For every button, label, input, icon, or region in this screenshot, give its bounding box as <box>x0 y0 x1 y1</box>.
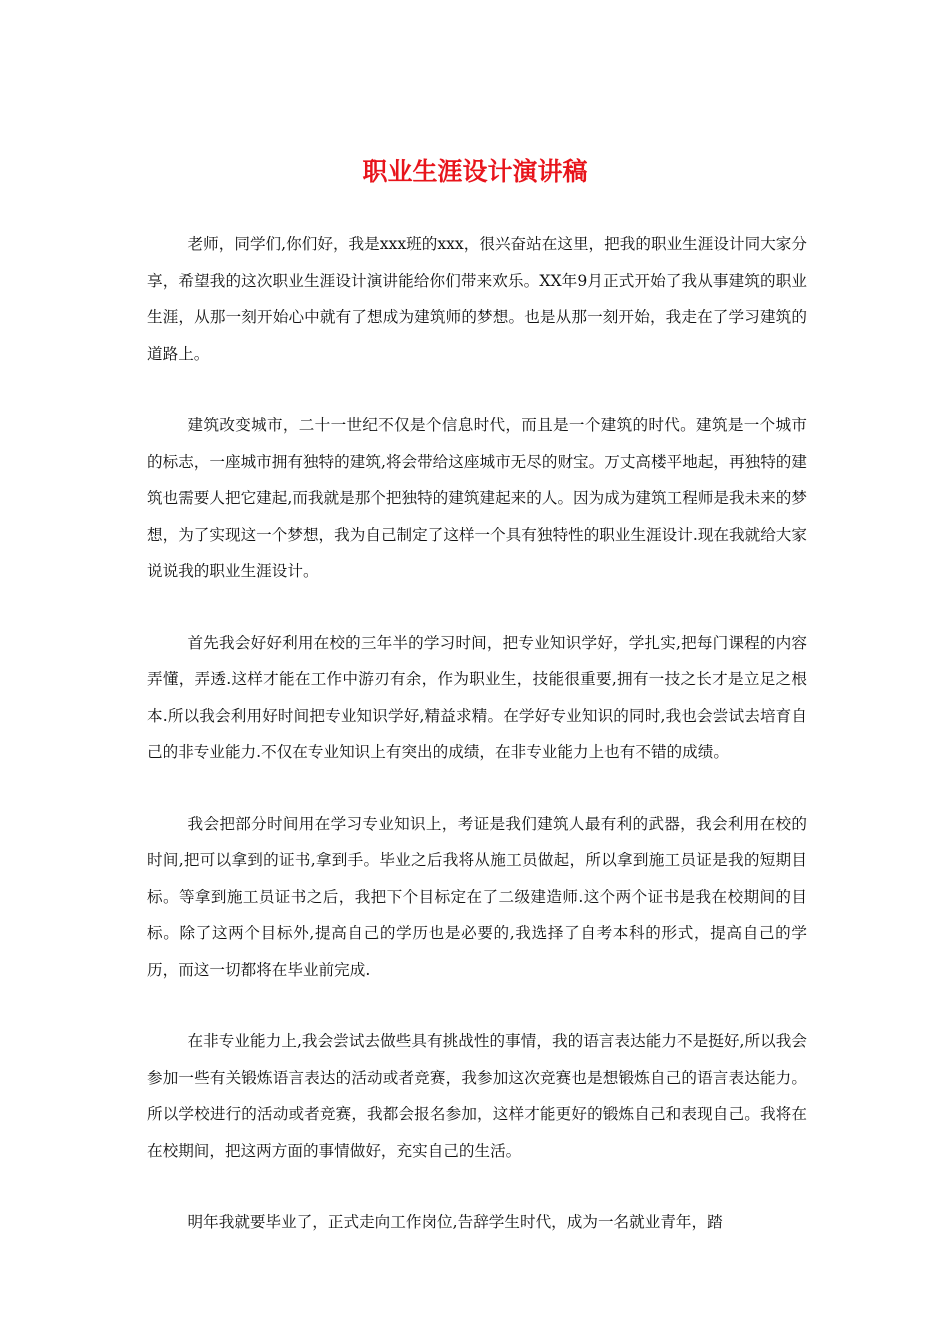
document-title: 职业生涯设计演讲稿 <box>362 157 588 186</box>
paragraph-6: 明年我就要毕业了，正式走向工作岗位,告辞学生时代，成为一名就业青年，踏 <box>187 1213 723 1231</box>
paragraph-4: 我会把部分时间用在学习专业知识上，考证是我们建筑人最有利的武器，我会利用在校的时间,把可以拿到的证书,拿到手。毕业之后我将从施工员做起，所以拿到施工员证是我的短期目标。等拿到施工员证书之后，我把下个目标定在了二级建造师.这个两个证书是我在校期间的目标。除了这两个目标外,提高自己的学历也是必要的,我选择了自考本科的形式，提高自己的学历，而这一切都将在毕业前完成. <box>147 814 807 979</box>
paragraph-1: 老师，同学们,你们好，我是xxx班的xxx，很兴奋站在这里，把我的职业生涯设计同大家分享，希望我的这次职业生涯设计演讲能给你们带来欢乐。XX年9月正式开始了我从事建筑的职业生涯，从那一刻开始心中就有了想成为建筑师的梦想。也是从那一刻开始，我走在了学习建筑的道路上。 <box>147 235 807 363</box>
paragraph-5: 在非专业能力上,我会尝试去做些具有挑战性的事情，我的语言表达能力不是挺好,所以我会参加一些有关锻炼语言表达的活动或者竞赛，我参加这次竞赛也是想锻炼自己的语言表达能力。所以学校进行的活动或者竞赛，我都会报名参加，这样才能更好的锻炼自己和表现自己。我将在在校期间，把这两方面的事情做好，充实自己的生活。 <box>147 1032 807 1160</box>
paragraph-3: 首先我会好好利用在校的三年半的学习时间，把专业知识学好，学扎实,把每门课程的内容弄懂，弄透.这样才能在工作中游刃有余，作为职业生，技能很重要,拥有一技之长才是立足之根本.所以我会利用好时间把专业知识学好,精益求精。在学好专业知识的同时,我也会尝试去培育自己的非专业能力.不仅在专业知识上有突出的成绩，在非专业能力上也有不错的成绩。 <box>147 633 807 761</box>
paragraph-2: 建筑改变城市，二十一世纪不仅是个信息时代，而且是一个建筑的时代。建筑是一个城市的标志，一座城市拥有独特的建筑,将会带给这座城市无尽的财宝。万丈高楼平地起，再独特的建筑也需要人把它建起,而我就是那个把独特的建筑建起来的人。因为成为建筑工程师是我未来的梦想，为了实现这一个梦想，我为自己制定了这样一个具有独特性的职业生涯设计.现在我就给大家说说我的职业生涯设计。 <box>147 416 807 580</box>
document-body <box>147 226 807 1276</box>
